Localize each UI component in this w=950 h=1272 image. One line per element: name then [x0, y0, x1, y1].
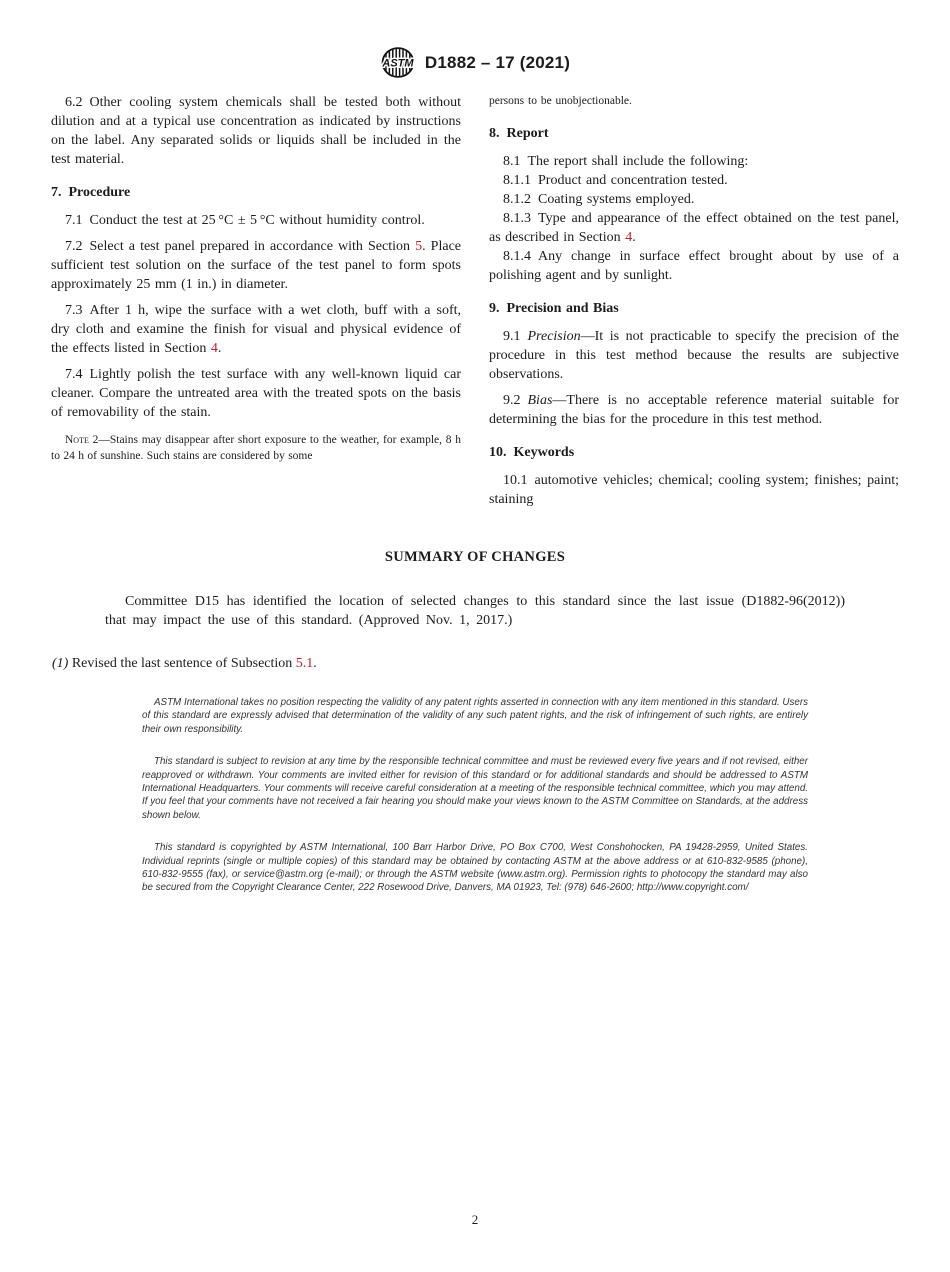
paragraph-9-2-number: 9.2 — [503, 392, 528, 408]
change-item-text: . — [313, 656, 317, 671]
note-2-text: Stains may disappear after short exposure to the weather, for example, 8 h to 24 h of sunshine. Such stains are considered by some — [51, 434, 461, 462]
patent-disclaimer: ASTM International takes no position respecting the validity of any patent rights asserted in connection with any item mentioned in this standard. Users of this standard are expressly advised that determination of the validity of any such patent rights, and the risk of infringement of such rights, are entirely their own responsibility. — [142, 697, 808, 735]
paragraph-8-1-1: 8.1.1 Product and concentration tested. — [503, 172, 728, 188]
revision-notice: This standard is subject to revision at any time by the responsible technical committee and must be reviewed every five years and if not revised, either reapproved or withdrawn. Your comments are invited either for revision of this standard or for additional standards and should be addressed to ASTM International Headquarters. Your comments will receive careful consideration at a meeting of the responsible technical committee, which you may attend. If you feel that your comments have not received a fair hearing you should make your views known to the ASTM Committee on Standards, at the address shown below. — [142, 756, 808, 821]
paragraph-8-1: 8.1 The report shall include the following: — [503, 153, 749, 169]
left-column — [51, 93, 461, 493]
section-5-link[interactable]: 5 — [415, 239, 423, 254]
paragraph-8-1-3-text: . — [632, 229, 636, 245]
paragraph-9-1-number: 9.1 — [503, 328, 528, 344]
paragraph-8-1-2: 8.1.2 Coating systems employed. — [503, 191, 695, 207]
bias-term: Bias — [527, 392, 553, 408]
paragraph-7-2 — [51, 237, 461, 294]
paragraph-7-3 — [51, 301, 461, 358]
section-8-heading: 8. Report — [489, 125, 549, 141]
subsection-5-1-link[interactable]: 5.1 — [295, 656, 314, 671]
document-title: D1882 – 17 (2021) — [424, 52, 571, 72]
astm-logo-icon — [380, 46, 416, 79]
summary-change-item-1 — [52, 656, 950, 672]
summary-of-changes-section — [0, 549, 950, 672]
paragraph-7-4: 7.4 Lightly polish the test surface with any well-known liquid car cleaner. Compare the untreated area with the treated spots on the basis of removability of the stain. — [51, 367, 461, 420]
paragraph-9-2-text: —There is no acceptable reference material suitable for determining the bias for the procedure in this test method. — [489, 392, 899, 427]
paragraph-9-1-text: —It is not practicable to specify the precision of the procedure in this test method because the results are subjective observations. — [489, 328, 899, 382]
summary-intro: Committee D15 has identified the location of selected changes to this standard since the last issue (D1882-96(2012)) that may impact the use of this standard. (Approved Nov. 1, 2017.) — [105, 594, 845, 628]
note-2 — [51, 433, 461, 464]
two-column-body — [0, 93, 950, 507]
paragraph-7-1: 7.1 Conduct the test at 25 °C ± 5 °C without humidity control. — [65, 213, 425, 228]
paragraph-9-1 — [489, 327, 899, 384]
summary-title: SUMMARY OF CHANGES — [384, 549, 566, 565]
note-2-continuation: persons to be unobjectionable. — [489, 95, 632, 107]
precision-term: Precision — [527, 328, 581, 344]
svg-text:ASTM: ASTM — [382, 57, 414, 70]
legal-footer — [142, 696, 808, 895]
paragraph-10-1: 10.1 automotive vehicles; chemical; cooling system; finishes; paint; staining — [489, 472, 899, 507]
paragraph-8-1-4: 8.1.4 Any change in surface effect brought about by use of a polishing agent and by sunlight. — [489, 248, 899, 283]
right-column — [489, 93, 899, 507]
section-4-link[interactable]: 4 — [625, 229, 633, 245]
document-header — [0, 0, 950, 79]
copyright-notice: This standard is copyrighted by ASTM International, 100 Barr Harbor Drive, PO Box C700, West Conshohocken, PA 19428-2959, United States. Individual reprints (single or multiple copies) of this standard may be obtained by contacting ASTM at the above address or at 610-832-9585 (phone), 610-832-9555 (fax), or service@astm.org (e-mail); or through the ASTM website (www.astm.org). Permission rights to photocopy the standard may also be secured from the Copyright Clearance Center, 222 Rosewood Drive, Danvers, MA 01923, Tel: (978) 646-2600; http://www.copyright.com/ — [142, 842, 808, 894]
section-4-link[interactable]: 4 — [210, 341, 218, 356]
page-number: 2 — [471, 1212, 479, 1227]
paragraph-6-2: 6.2 Other cooling system chemicals shall be tested both without dilution and at a typical use concentration as indicated by instructions on the label. Any separated solids or liquids shall be included in the test material. — [51, 95, 461, 167]
change-item-number: (1) — [52, 656, 69, 671]
note-2-label: Note 2— — [65, 434, 110, 446]
paragraph-7-2-text: . Place sufficient test solution on the surface of the test panel to form spots approximately 25 mm (1 in.) in diameter. — [51, 239, 461, 292]
paragraph-9-2 — [489, 391, 899, 429]
paragraph-7-2-text: 7.2 Select a test panel prepared in accordance with Section — [65, 239, 416, 254]
section-10-heading: 10. Keywords — [489, 444, 575, 460]
section-7-heading: 7. Procedure — [51, 185, 131, 200]
paragraph-8-1-3-text: 8.1.3 Type and appearance of the effect obtained on the test panel, as described in Section — [489, 210, 899, 245]
section-9-heading: 9. Precision and Bias — [489, 300, 619, 316]
paragraph-7-3-text: . — [217, 341, 222, 356]
change-item-text: Revised the last sentence of Subsection — [68, 656, 296, 671]
paragraph-7-3-text: 7.3 After 1 h, wipe the surface with a wet cloth, buff with a soft, dry cloth and examine the finish for visual and physical evidence of the effects listed in Section — [51, 303, 461, 356]
paragraph-8-1-3 — [489, 209, 899, 247]
